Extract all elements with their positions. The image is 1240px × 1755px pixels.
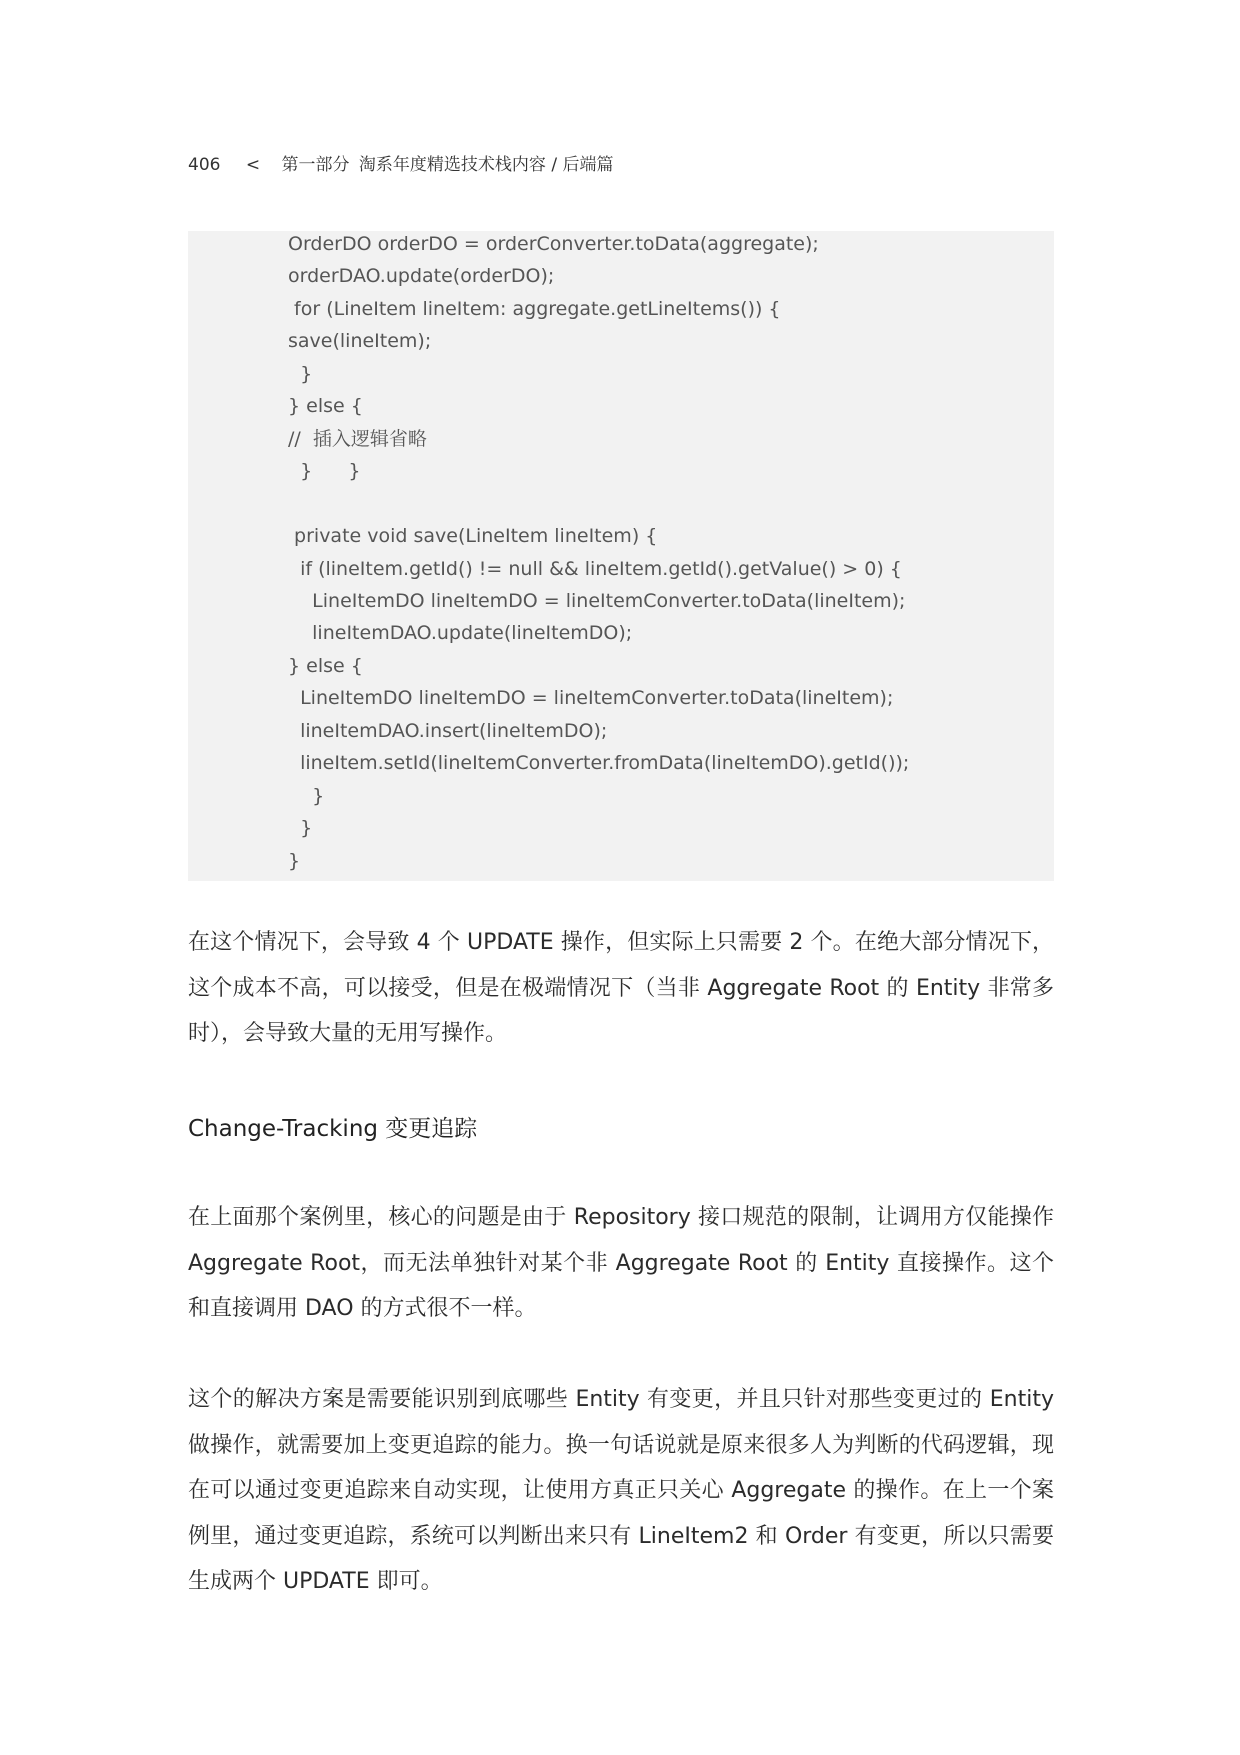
header-separator: <: [245, 155, 261, 175]
code-line: private void save(LineItem lineItem) {: [288, 525, 658, 547]
code-line: orderDAO.update(orderDO);: [288, 265, 555, 287]
code-block: [188, 231, 1054, 881]
code-line: }: [288, 363, 313, 385]
code-line: }: [288, 817, 313, 839]
header-book-title: 淘系年度精选技术栈内容 / 后端篇: [358, 155, 614, 175]
code-line: // 插入逻辑省略: [288, 428, 427, 450]
code-line: LineItemDO lineItemDO = lineItemConverter.toData(lineItem);: [288, 590, 906, 612]
code-line: lineItem.setId(lineItemConverter.fromData(lineItemDO).getId());: [288, 752, 910, 774]
page-number: 406: [188, 155, 221, 175]
code-line: lineItemDAO.update(lineItemDO);: [288, 622, 633, 644]
paragraph-repository-limit: 在上面那个案例里，核心的问题是由于 Repository 接口规范的限制，让调用方仅能操作 Aggregate Root，而无法单独针对某个非 Aggregate Root 的 Entity 直接操作。这个和直接调用 DAO 的方式很不一样。: [188, 1205, 1054, 1321]
code-line: for (LineItem lineItem: aggregate.getLineItems()) {: [288, 298, 781, 320]
header-part: 第一部分: [281, 155, 350, 175]
code-line: } else {: [288, 395, 363, 417]
section-heading-change-tracking: Change-Tracking 变更追踪: [188, 1116, 478, 1142]
code-line: lineItemDAO.insert(lineItemDO);: [288, 720, 608, 742]
code-line: OrderDO orderDO = orderConverter.toData(aggregate);: [288, 233, 819, 255]
code-line: } else {: [288, 655, 363, 677]
code-line: } }: [288, 460, 361, 482]
page-header: [188, 150, 617, 175]
code-line: }: [288, 785, 325, 807]
code-line: save(lineItem);: [288, 330, 432, 352]
code-line: if (lineItem.getId() != null && lineItem.getId().getValue() > 0) {: [288, 558, 902, 580]
paragraph-change-tracking-solution: 这个的解决方案是需要能识别到底哪些 Entity 有变更，并且只针对那些变更过的 Entity 做操作，就需要加上变更追踪的能力。换一句话说就是原来很多人为判断的代码逻辑，现在可以通过变更追踪来自动实现，让使用方真正只关心 Aggregate 的操作。在上一个案例里，通过变更追踪，系统可以判断出来只有 LineItem2 和 Order 有变更，所以只需要生成两个 UPDATE 即可。: [188, 1387, 1054, 1594]
code-line: LineItemDO lineItemDO = lineItemConverter.toData(lineItem);: [288, 687, 894, 709]
paragraph-update-cost: 在这个情况下，会导致 4 个 UPDATE 操作，但实际上只需要 2 个。在绝大部分情况下，这个成本不高，可以接受，但是在极端情况下（当非 Aggregate Root 的 Entity 非常多时），会导致大量的无用写操作。: [188, 930, 1054, 1046]
code-line: }: [288, 850, 301, 872]
